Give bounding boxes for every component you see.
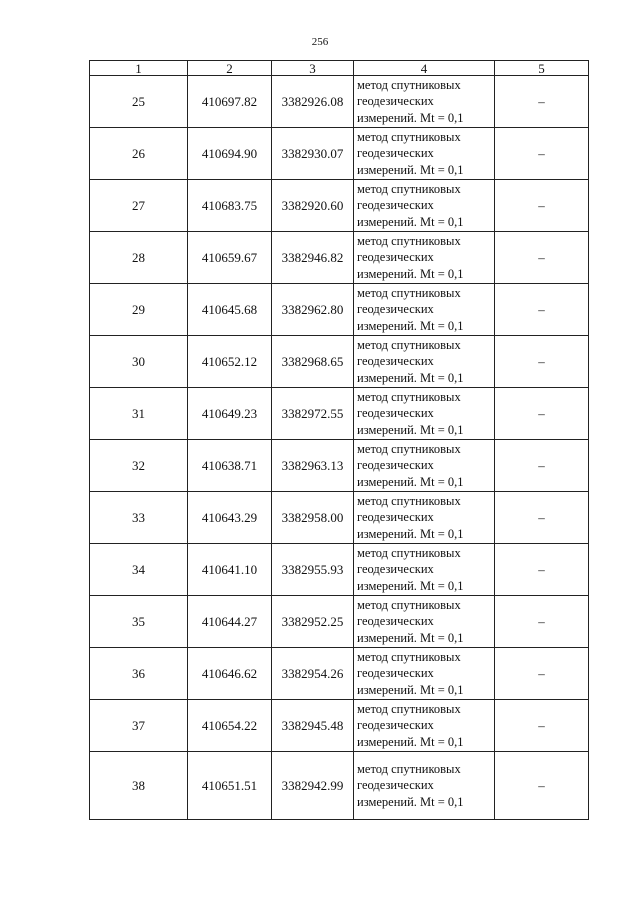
coord-x: 410645.68 bbox=[188, 284, 272, 336]
point-number: 25 bbox=[90, 76, 188, 128]
method-cell bbox=[354, 596, 495, 648]
method-line: метод спутниковых bbox=[357, 761, 461, 776]
table-row bbox=[90, 336, 589, 388]
note-dash: – bbox=[495, 752, 589, 820]
table-row bbox=[90, 440, 589, 492]
table-row bbox=[90, 76, 589, 128]
method-line: измерений. Mt = 0,1 bbox=[357, 370, 464, 385]
method-cell bbox=[354, 752, 495, 820]
coord-x: 410649.23 bbox=[188, 388, 272, 440]
method-line: измерений. Mt = 0,1 bbox=[357, 162, 464, 177]
header-col-3: 3 bbox=[272, 61, 354, 76]
coord-y: 3382955.93 bbox=[272, 544, 354, 596]
method-line: геодезических bbox=[357, 198, 434, 213]
point-number: 32 bbox=[90, 440, 188, 492]
coord-y: 3382945.48 bbox=[272, 700, 354, 752]
method-cell bbox=[354, 648, 495, 700]
method-line: геодезических bbox=[357, 778, 434, 793]
method-line: геодезических bbox=[357, 354, 434, 369]
coord-y: 3382968.65 bbox=[272, 336, 354, 388]
table-row bbox=[90, 128, 589, 180]
method-line: измерений. Mt = 0,1 bbox=[357, 110, 464, 125]
point-number: 30 bbox=[90, 336, 188, 388]
method-line: измерений. Mt = 0,1 bbox=[357, 578, 464, 593]
note-dash: – bbox=[495, 284, 589, 336]
method-cell bbox=[354, 440, 495, 492]
method-cell bbox=[354, 336, 495, 388]
method-cell bbox=[354, 128, 495, 180]
method-line: метод спутниковых bbox=[357, 181, 461, 196]
header-col-5: 5 bbox=[495, 61, 589, 76]
coord-x: 410643.29 bbox=[188, 492, 272, 544]
note-dash: – bbox=[495, 180, 589, 232]
note-dash: – bbox=[495, 76, 589, 128]
coord-y: 3382926.08 bbox=[272, 76, 354, 128]
method-cell bbox=[354, 700, 495, 752]
note-dash: – bbox=[495, 648, 589, 700]
method-line: измерений. Mt = 0,1 bbox=[357, 266, 464, 281]
method-cell bbox=[354, 180, 495, 232]
coord-y: 3382962.80 bbox=[272, 284, 354, 336]
table-body bbox=[90, 76, 589, 820]
note-dash: – bbox=[495, 440, 589, 492]
note-dash: – bbox=[495, 128, 589, 180]
method-line: метод спутниковых bbox=[357, 701, 461, 716]
coord-y: 3382920.60 bbox=[272, 180, 354, 232]
method-line: метод спутниковых bbox=[357, 597, 461, 612]
method-line: геодезических bbox=[357, 718, 434, 733]
coord-y: 3382942.99 bbox=[272, 752, 354, 820]
table-row bbox=[90, 752, 589, 820]
coordinates-table bbox=[89, 60, 589, 820]
note-dash: – bbox=[495, 336, 589, 388]
point-number: 37 bbox=[90, 700, 188, 752]
method-line: метод спутниковых bbox=[357, 337, 461, 352]
header-col-4: 4 bbox=[354, 61, 495, 76]
coord-x: 410638.71 bbox=[188, 440, 272, 492]
method-line: геодезических bbox=[357, 406, 434, 421]
coord-x: 410641.10 bbox=[188, 544, 272, 596]
coord-x: 410646.62 bbox=[188, 648, 272, 700]
method-cell bbox=[354, 284, 495, 336]
coord-x: 410694.90 bbox=[188, 128, 272, 180]
method-line: метод спутниковых bbox=[357, 649, 461, 664]
method-line: геодезических bbox=[357, 666, 434, 681]
coord-y: 3382930.07 bbox=[272, 128, 354, 180]
coord-y: 3382954.26 bbox=[272, 648, 354, 700]
point-number: 36 bbox=[90, 648, 188, 700]
method-line: геодезических bbox=[357, 302, 434, 317]
method-line: измерений. Mt = 0,1 bbox=[357, 794, 464, 809]
method-line: измерений. Mt = 0,1 bbox=[357, 630, 464, 645]
method-line: геодезических bbox=[357, 510, 434, 525]
coord-y: 3382972.55 bbox=[272, 388, 354, 440]
point-number: 35 bbox=[90, 596, 188, 648]
method-line: измерений. Mt = 0,1 bbox=[357, 318, 464, 333]
note-dash: – bbox=[495, 544, 589, 596]
point-number: 34 bbox=[90, 544, 188, 596]
method-line: метод спутниковых bbox=[357, 545, 461, 560]
point-number: 27 bbox=[90, 180, 188, 232]
note-dash: – bbox=[495, 492, 589, 544]
coord-y: 3382946.82 bbox=[272, 232, 354, 284]
coord-y: 3382958.00 bbox=[272, 492, 354, 544]
coord-y: 3382963.13 bbox=[272, 440, 354, 492]
table-row bbox=[90, 180, 589, 232]
method-cell bbox=[354, 76, 495, 128]
coord-x: 410697.82 bbox=[188, 76, 272, 128]
coord-y: 3382952.25 bbox=[272, 596, 354, 648]
method-line: измерений. Mt = 0,1 bbox=[357, 214, 464, 229]
point-number: 26 bbox=[90, 128, 188, 180]
point-number: 31 bbox=[90, 388, 188, 440]
coord-x: 410652.12 bbox=[188, 336, 272, 388]
method-line: метод спутниковых bbox=[357, 441, 461, 456]
table-row bbox=[90, 492, 589, 544]
method-line: геодезических bbox=[357, 614, 434, 629]
method-line: метод спутниковых bbox=[357, 493, 461, 508]
method-cell bbox=[354, 232, 495, 284]
point-number: 33 bbox=[90, 492, 188, 544]
header-col-1: 1 bbox=[90, 61, 188, 76]
coord-x: 410683.75 bbox=[188, 180, 272, 232]
method-line: измерений. Mt = 0,1 bbox=[357, 422, 464, 437]
method-line: геодезических bbox=[357, 458, 434, 473]
point-number: 38 bbox=[90, 752, 188, 820]
table-header bbox=[90, 61, 589, 76]
method-cell bbox=[354, 388, 495, 440]
coord-x: 410654.22 bbox=[188, 700, 272, 752]
table-row bbox=[90, 700, 589, 752]
method-line: измерений. Mt = 0,1 bbox=[357, 474, 464, 489]
method-line: геодезических bbox=[357, 146, 434, 161]
note-dash: – bbox=[495, 388, 589, 440]
table-row bbox=[90, 388, 589, 440]
method-line: метод спутниковых bbox=[357, 233, 461, 248]
header-col-2: 2 bbox=[188, 61, 272, 76]
coord-x: 410644.27 bbox=[188, 596, 272, 648]
table-row bbox=[90, 284, 589, 336]
method-cell bbox=[354, 492, 495, 544]
note-dash: – bbox=[495, 700, 589, 752]
method-line: метод спутниковых bbox=[357, 77, 461, 92]
header-row bbox=[90, 61, 589, 76]
page-number: 256 bbox=[311, 36, 329, 48]
table-row bbox=[90, 596, 589, 648]
method-line: геодезических bbox=[357, 94, 434, 109]
method-line: метод спутниковых bbox=[357, 129, 461, 144]
table-row bbox=[90, 648, 589, 700]
method-line: измерений. Mt = 0,1 bbox=[357, 682, 464, 697]
table-row bbox=[90, 232, 589, 284]
note-dash: – bbox=[495, 596, 589, 648]
method-line: метод спутниковых bbox=[357, 285, 461, 300]
table-row bbox=[90, 544, 589, 596]
note-dash: – bbox=[495, 232, 589, 284]
method-line: измерений. Mt = 0,1 bbox=[357, 734, 464, 749]
point-number: 28 bbox=[90, 232, 188, 284]
coord-x: 410651.51 bbox=[188, 752, 272, 820]
point-number: 29 bbox=[90, 284, 188, 336]
method-line: метод спутниковых bbox=[357, 389, 461, 404]
method-line: геодезических bbox=[357, 562, 434, 577]
method-cell bbox=[354, 544, 495, 596]
method-line: измерений. Mt = 0,1 bbox=[357, 526, 464, 541]
coord-x: 410659.67 bbox=[188, 232, 272, 284]
method-line: геодезических bbox=[357, 250, 434, 265]
